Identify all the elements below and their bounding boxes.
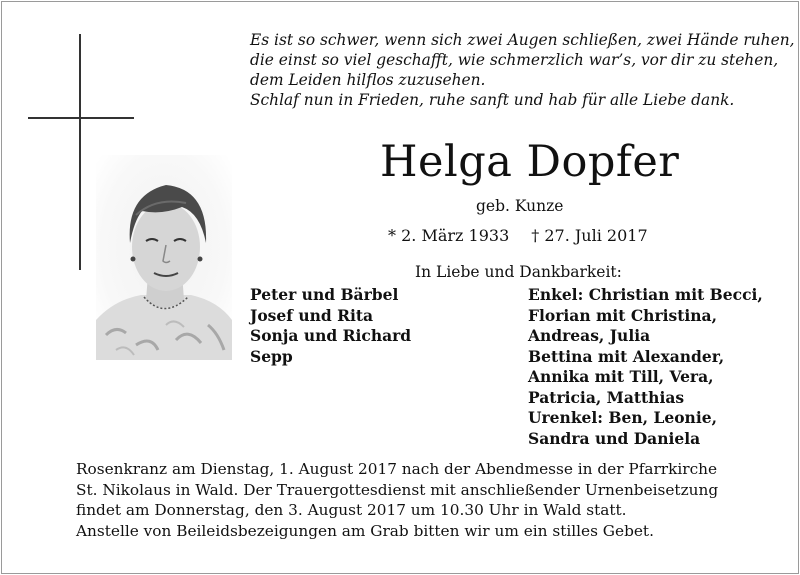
death-date: † 27. Juli 2017 [531,226,648,245]
birth-name: geb. Kunze [476,197,564,215]
list-item: Annika mit Till, Vera, [528,367,714,386]
poem [250,30,795,110]
poem-line: Es ist so schwer, wenn sich zwei Augen schließen, zwei Hände ruhen, [250,31,795,49]
announcement-line: Rosenkranz am Dienstag, 1. August 2017 nach der Abendmesse in der Pfarrkirche [76,460,718,478]
children-list [250,285,411,367]
list-item: Peter und Bärbel [250,285,399,304]
poem-line: Schlaf nun in Frieden, ruhe sanft und hab für alle Liebe dank. [250,91,735,109]
announcement-line: findet am Donnerstag, den 3. August 2017 um 10.30 Uhr in Wald statt. [76,501,627,519]
announcement-line: St. Nikolaus in Wald. Der Trauergottesdienst mit anschließender Urnenbeisetzung [76,480,719,499]
service-announcement [76,459,718,541]
list-item: Sonja und Richard [250,326,412,345]
cross-icon-horizontal [28,117,134,119]
life-dates [388,226,648,245]
poem-line: dem Leiden hilflos zuzusehen. [250,71,486,89]
list-item: Enkel: Christian mit Becci, [528,285,763,304]
birth-date: * 2. März 1933 [388,226,510,245]
list-item: Andreas, Julia [528,326,651,345]
grandchildren-list [528,285,763,449]
announcement-line: Anstelle von Beileidsbezeigungen am Grab bitten wir um ein stilles Gebet. [76,521,654,540]
cross-icon-vertical [79,34,81,270]
list-item: Sepp [250,346,293,366]
list-item: Patricia, Matthias [528,387,685,407]
poem-line: die einst so viel geschafft, wie schmerzlich war’s, vor dir zu stehen, [250,51,779,69]
list-item: Josef und Rita [250,305,374,325]
deceased-name: Helga Dopfer [380,137,680,187]
list-item: Florian mit Christina, [528,305,717,325]
list-item: Sandra und Daniela [528,428,701,448]
portrait-photo [96,155,232,360]
list-item: Bettina mit Alexander, [528,346,725,366]
thanks-intro: In Liebe und Dankbarkeit: [415,263,622,281]
list-item: Urenkel: Ben, Leonie, [528,408,717,427]
